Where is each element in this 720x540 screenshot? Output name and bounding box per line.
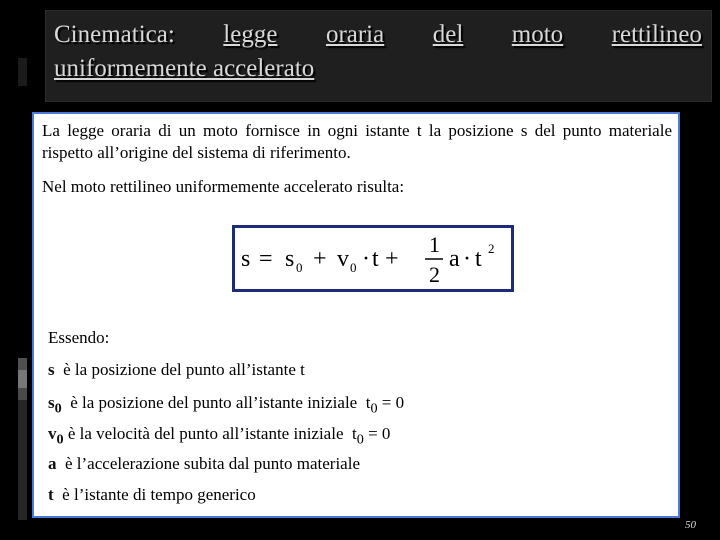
definition-item — [48, 393, 404, 417]
title-word: rettilineo — [611, 21, 702, 48]
formula-frac-den: 2 — [429, 262, 440, 287]
definition-condition — [352, 424, 391, 448]
title-word: oraria — [325, 21, 385, 48]
definition-text: è la posizione del punto all’istante t — [63, 360, 305, 379]
formula-dot: · — [362, 246, 370, 272]
definition-text: è l’accelerazione subita dal punto materiale — [65, 454, 360, 473]
condition-var: t — [352, 424, 357, 443]
definition-symbol: s — [48, 393, 55, 412]
definition-condition — [365, 393, 405, 417]
definition-item — [48, 454, 360, 474]
condition-var: t — [365, 393, 371, 412]
definition-symbol-sub: 0 — [56, 431, 64, 448]
formula-s0: s — [285, 246, 295, 272]
definition-text: è la posizione del punto all’istante iniziale — [70, 393, 358, 412]
formula-plus: + — [313, 246, 327, 272]
definition-symbol: v — [48, 424, 57, 443]
decor-bar — [18, 400, 27, 520]
condition-rest: = 0 — [377, 393, 405, 412]
definition-text: è la velocità del punto all’istante iniziale — [67, 424, 344, 443]
definition-item — [48, 485, 256, 505]
decor-bar — [18, 58, 27, 86]
title-word: del — [432, 21, 464, 48]
condition-sub: 0 — [356, 431, 364, 448]
definition-symbol: a — [48, 454, 57, 473]
formula-dot: · — [463, 246, 471, 272]
left-decor-strip — [0, 0, 30, 540]
motion-equation — [235, 228, 511, 289]
definition-symbol: t — [48, 485, 54, 504]
slide-title-line-2 — [54, 55, 314, 83]
decor-bar — [18, 370, 27, 388]
condition-sub: 0 — [370, 400, 378, 417]
formula-plus: + — [385, 246, 399, 272]
definition-symbol-sub: 0 — [54, 400, 62, 417]
title-word: Cinematica: — [54, 21, 175, 48]
title-panel — [45, 10, 712, 102]
definition-item — [48, 360, 305, 384]
definition-text: è l’istante di tempo generico — [62, 485, 256, 504]
intro-paragraph: La legge oraria di un moto fornisce in ogni istante t la posizione s del punto materiale rispetto all’origine del sistema di riferimento. — [42, 121, 672, 162]
formula-v0-sub: 0 — [350, 260, 357, 275]
decor-bar — [18, 388, 27, 400]
decor-bar — [18, 358, 27, 370]
formula-v0: v — [337, 246, 349, 272]
formula-s0-sub: 0 — [296, 260, 303, 275]
formula-equals: = — [259, 246, 273, 272]
condition-rest: = 0 — [363, 424, 391, 443]
title-word: moto — [511, 21, 564, 48]
formula-s: s — [241, 246, 251, 272]
formula-t2: t — [475, 246, 482, 272]
content-panel — [32, 112, 680, 518]
definition-item — [48, 424, 390, 448]
formula-a: a — [449, 246, 460, 272]
formula-t: t — [372, 246, 379, 272]
lead-sentence: Nel moto rettilineo uniformemente accelerato risulta: — [42, 177, 405, 196]
formula-exponent: 2 — [488, 241, 495, 256]
essendo-label: Essendo: — [48, 328, 110, 347]
formula-box — [232, 225, 514, 292]
title-word: uniformemente accelerato — [54, 55, 315, 82]
formula-frac-num: 1 — [429, 232, 440, 257]
definition-symbol: s — [48, 360, 55, 379]
page-number: 50 — [685, 519, 696, 531]
title-word: legge — [223, 21, 278, 48]
slide-title-line-1 — [54, 21, 702, 49]
